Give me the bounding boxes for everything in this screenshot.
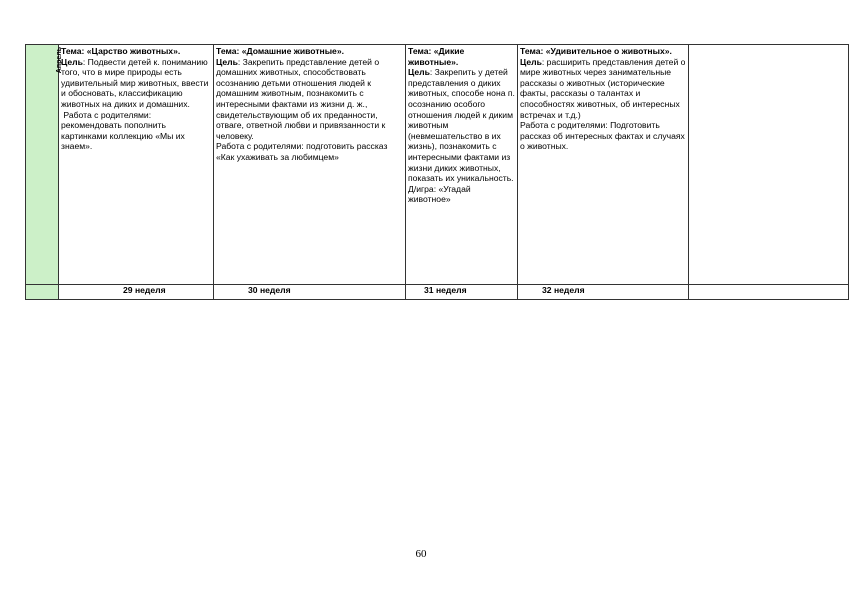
theme-title: «Домашние животные». [241, 46, 345, 56]
content-row [26, 45, 849, 285]
week-31-game: Д/игра: «Угадай животное» [408, 183, 471, 205]
goal-text: : Подвести детей к. пониманию того, что в мире природы есть удивительный мир животных, ввести и обосновать, классификацию животных на диких и домашних. [61, 56, 209, 109]
week-32-parents [520, 120, 686, 152]
parents-text: Подготовить рассказ об интересных фактах и случаях о животных. [520, 120, 685, 152]
month-label: Апрель [56, 47, 63, 74]
week-29-theme [61, 46, 211, 57]
goal-label: Цель [61, 56, 83, 67]
theme-label: Тема: [216, 46, 240, 56]
week-30-label [214, 285, 406, 300]
week-30-goal [216, 57, 403, 142]
theme-title: «Царство животных». [86, 46, 181, 56]
theme-label: Тема: [520, 46, 544, 56]
month-cell [26, 45, 63, 285]
week-label: 31 неделя [424, 285, 467, 295]
parents-label: Работа с родителями: [216, 141, 304, 152]
week-30-theme [216, 46, 403, 57]
goal-label: Цель [408, 67, 430, 78]
week-32-label [518, 285, 689, 300]
goal-text: : Закрепить у детей представления о диких животных, способе нона п. осознанию особого отношения людей к диким животным (невмешательство в их жизнь), познакомить с интересными фактами из жизни диких животных, показать их уникальность. [408, 67, 515, 184]
goal-label: Цель [520, 56, 542, 67]
week-row [26, 285, 849, 300]
week-32-theme [520, 46, 686, 57]
week-31-label [406, 285, 518, 300]
week-label: 29 неделя [123, 285, 166, 295]
week-29-goal [61, 57, 211, 110]
week-31-theme [408, 46, 515, 67]
goal-text: : Закрепить представление детей о домашних животных, способствовать осознанию детьми отношения людей к домашним животным, познакомить с интересными фактами из жизни д. ж., свидетельствующим об их преданности, отваге, ответной любви и привязанности к человеку. [216, 56, 386, 141]
week-31-cell [406, 45, 518, 285]
week-row-empty [689, 285, 849, 300]
theme-title: «Удивительное о животных». [545, 46, 672, 56]
goal-label: Цель [216, 56, 238, 67]
empty-cell [689, 45, 849, 285]
parents-text: рекомендовать пополнить картинками коллекцию «Мы их знаем». [61, 120, 185, 152]
plan-table [25, 44, 849, 300]
week-30-cell [214, 45, 406, 285]
goal-text: : расширить представления детей о мире животных через занимательные рассказы о животных (исторические факты, рассказы о талантах и способностях животных, об интересных встречах и т.д.) [520, 56, 686, 120]
page-number: 60 [415, 548, 427, 560]
week-row-side [26, 285, 59, 300]
week-32-goal [520, 57, 686, 121]
week-31-goal [408, 67, 515, 184]
week-label: 32 неделя [542, 285, 585, 295]
week-label: 30 неделя [248, 285, 291, 295]
parents-label: Работа с родителями: [63, 109, 152, 120]
week-29-cell [59, 45, 214, 285]
week-29-label [59, 285, 214, 300]
week-32-cell [518, 45, 689, 285]
theme-label: Тема: [408, 46, 432, 56]
theme-title: «Дикие животные». [408, 46, 465, 67]
theme-label: Тема: [61, 46, 85, 56]
parents-label: Работа с родителями: [520, 120, 608, 131]
week-30-parents [216, 141, 403, 162]
parents-text: подготовить рассказ «Как ухаживать за любимцем» [216, 141, 388, 162]
week-29-parents [61, 110, 211, 152]
